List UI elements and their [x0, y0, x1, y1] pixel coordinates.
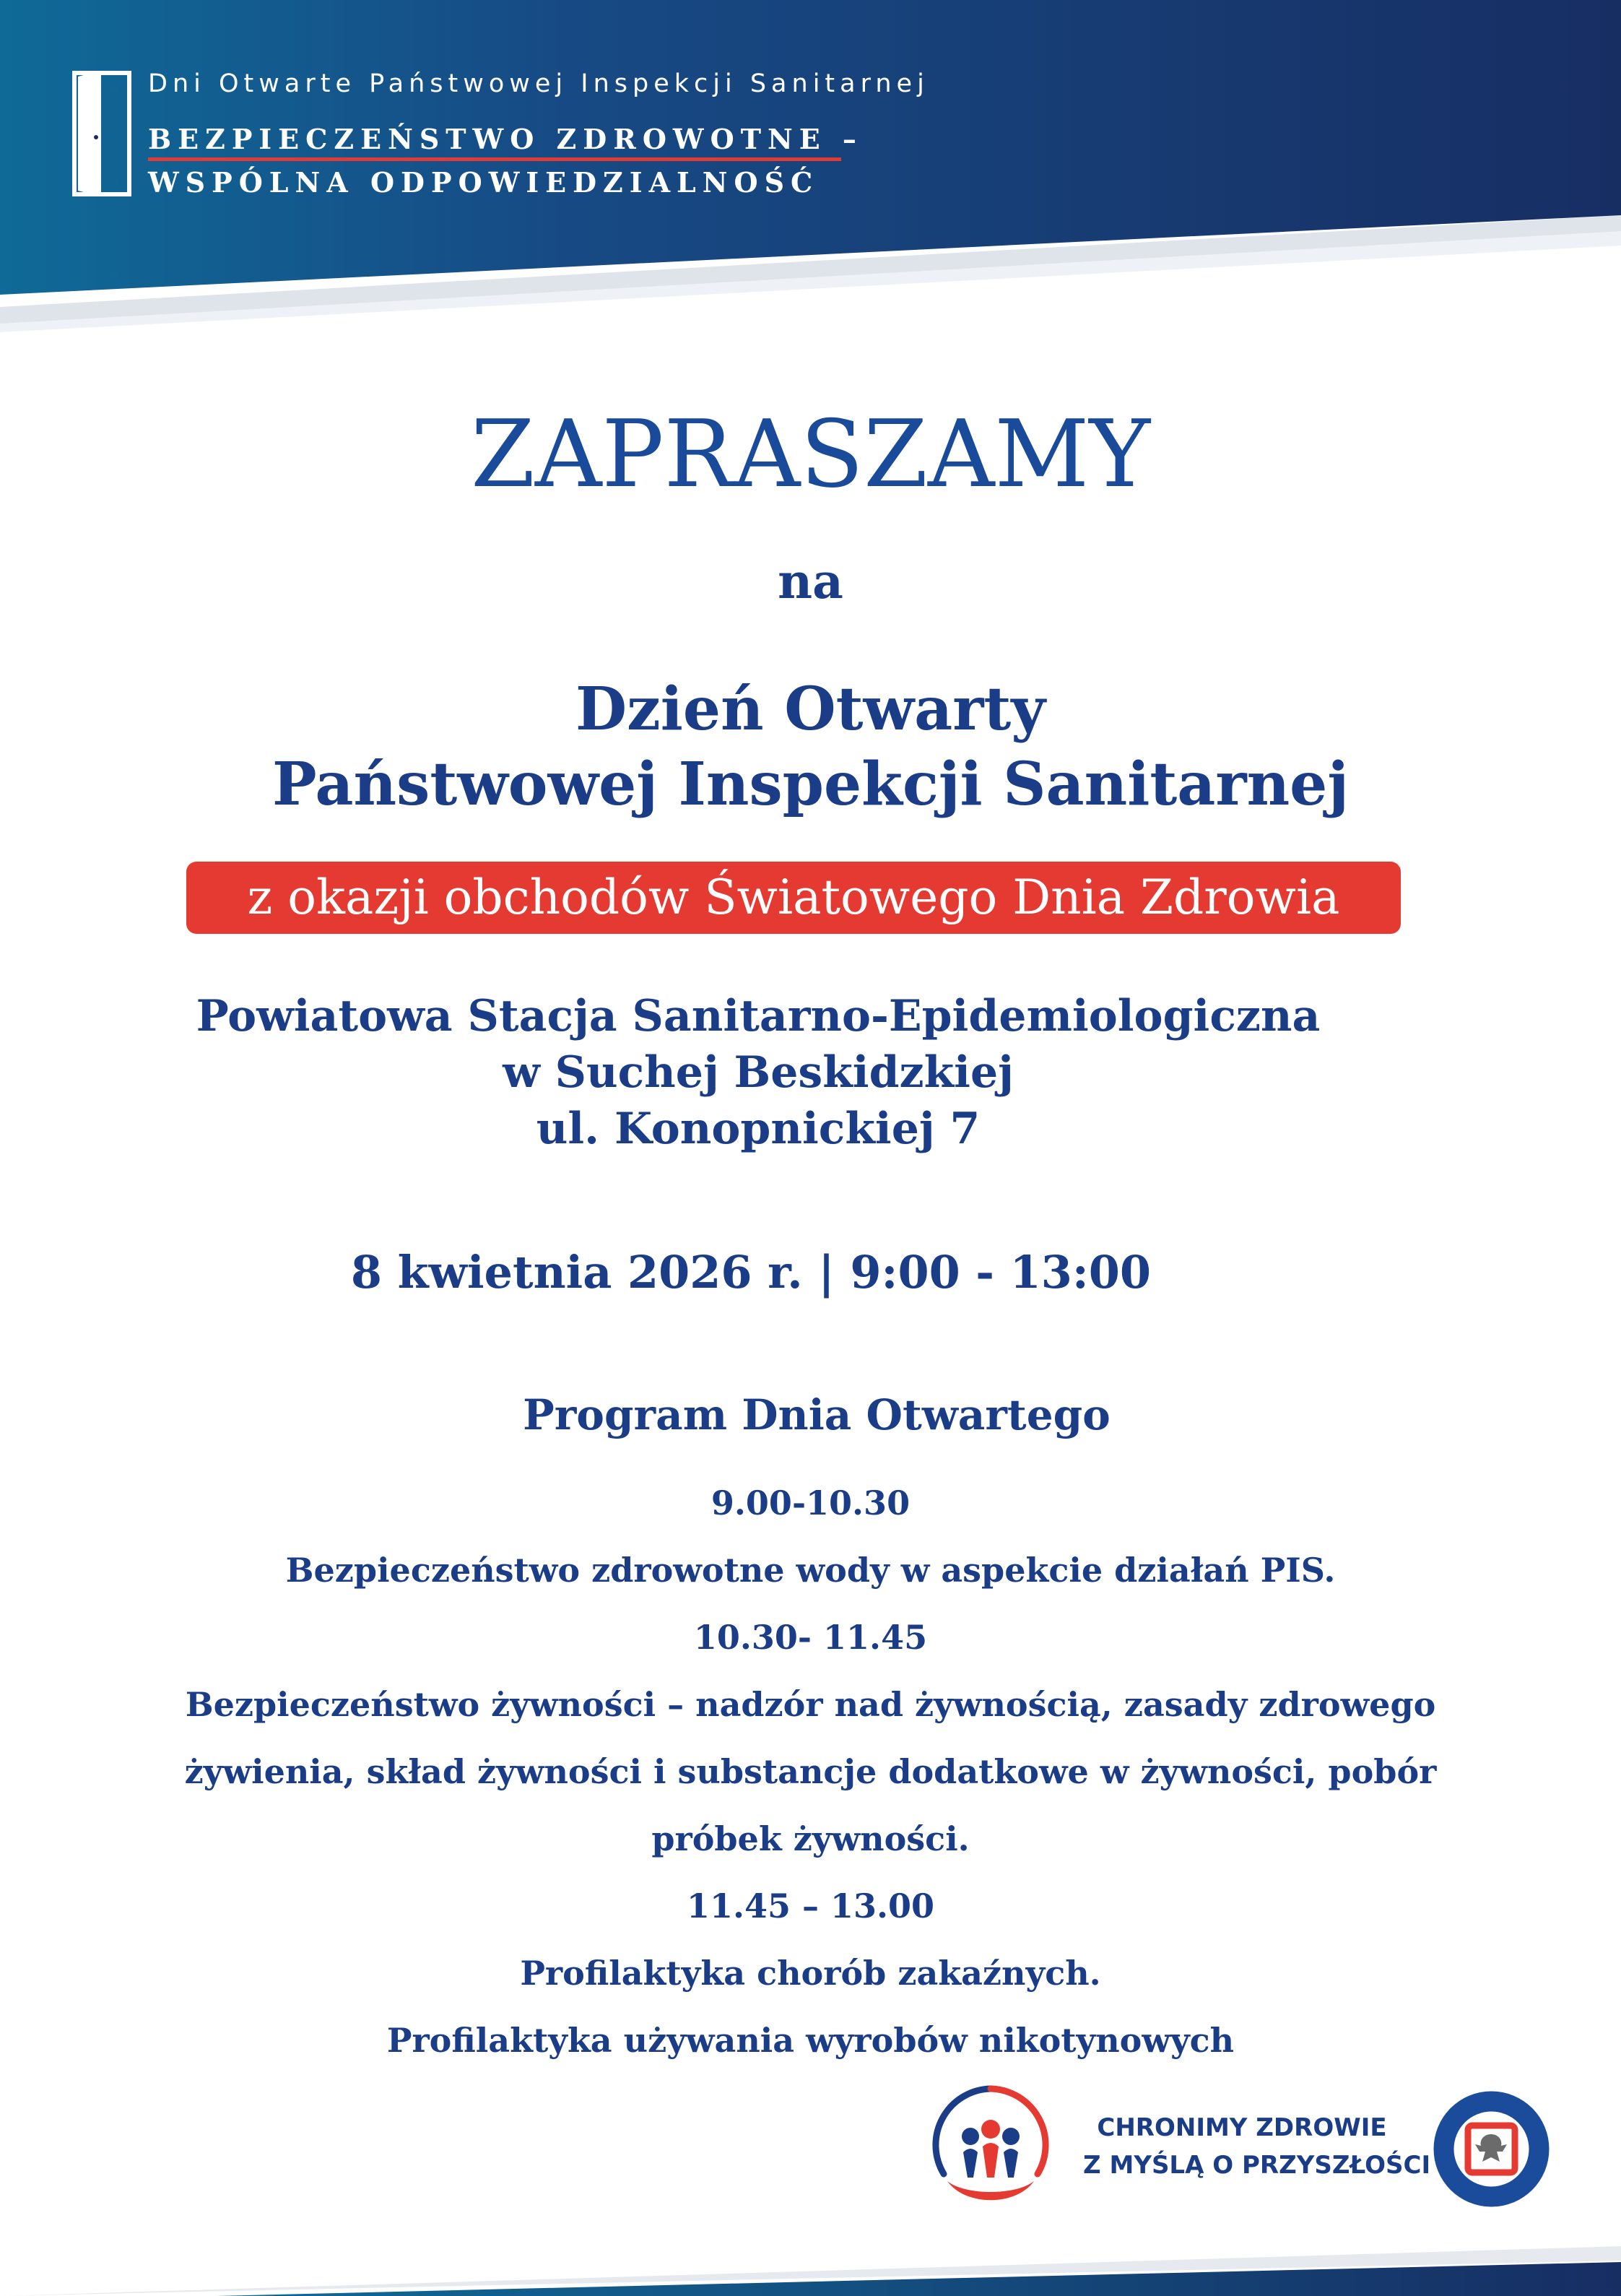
program-time-slot-3: 11.45 – 13.00 [686, 1886, 935, 1925]
program-item-food-line3: próbek żywności. [651, 1819, 970, 1858]
program-item-food-line2: żywienia, skład żywności i substancje dodatkowe w żywności, pobór [184, 1752, 1437, 1791]
program-time-slot-2: 10.30- 11.45 [693, 1618, 928, 1657]
header-subtitle: Dni Otwarte Państwowej Inspekcji Sanitarnej [148, 69, 929, 98]
venue-line3: ul. Konopnickiej 7 [536, 1104, 981, 1154]
event-date-time: 8 kwietnia 2026 r. | 9:00 - 13:00 [350, 1246, 1152, 1299]
program-item-nicotine: Profilaktyka używania wyrobów nikotynowych [386, 2021, 1235, 2060]
venue-line1: Powiatowa Stacja Sanitarno-Epidemiologiczna [196, 991, 1321, 1041]
program-list [0, 1470, 1621, 2074]
open-door-icon [72, 71, 131, 196]
program-item-infectious: Profilaktyka chorób zakaźnych. [520, 1954, 1101, 1993]
sanitary-inspection-emblem [1432, 2089, 1551, 2209]
header-red-underline [148, 157, 841, 161]
occasion-banner: z okazji obchodów Światowego Dnia Zdrowia [186, 862, 1401, 934]
venue-address [0, 988, 1516, 1157]
event-name-line1: Dzień Otwarty [575, 675, 1046, 744]
page-title: ZAPRASZAMY [471, 401, 1150, 508]
header-tagline-line1: BEZPIECZEŃSTWO ZDROWOTNE – [148, 123, 863, 155]
footer-slogan [1083, 2109, 1431, 2184]
program-item-water: Bezpieczeństwo zdrowotne wody w aspekcie działań PIS. [285, 1551, 1336, 1590]
footer-band [0, 2210, 1621, 2296]
header-tagline-line2: WSPÓLNA ODPOWIEDZIALNOŚĆ [148, 166, 820, 199]
health-protection-logo [926, 2080, 1056, 2210]
event-name-line2: Państwowej Inspekcji Sanitarnej [271, 750, 1350, 819]
program-time-slot-1: 9.00-10.30 [710, 1483, 911, 1522]
event-name [0, 672, 1621, 822]
slogan-line2: Z MYŚLĄ O PRZYSZŁOŚCI [1083, 2151, 1431, 2180]
slogan-line1: CHRONIMY ZDROWIE [1097, 2113, 1387, 2142]
invitation-na: na [778, 553, 843, 610]
program-title: Program Dnia Otwartego [523, 1390, 1111, 1439]
program-item-food-line1: Bezpieczeństwo żywności – nadzór nad żywnością, zasady zdrowego [185, 1685, 1436, 1724]
venue-line2: w Suchej Beskidzkiej [503, 1047, 1014, 1098]
